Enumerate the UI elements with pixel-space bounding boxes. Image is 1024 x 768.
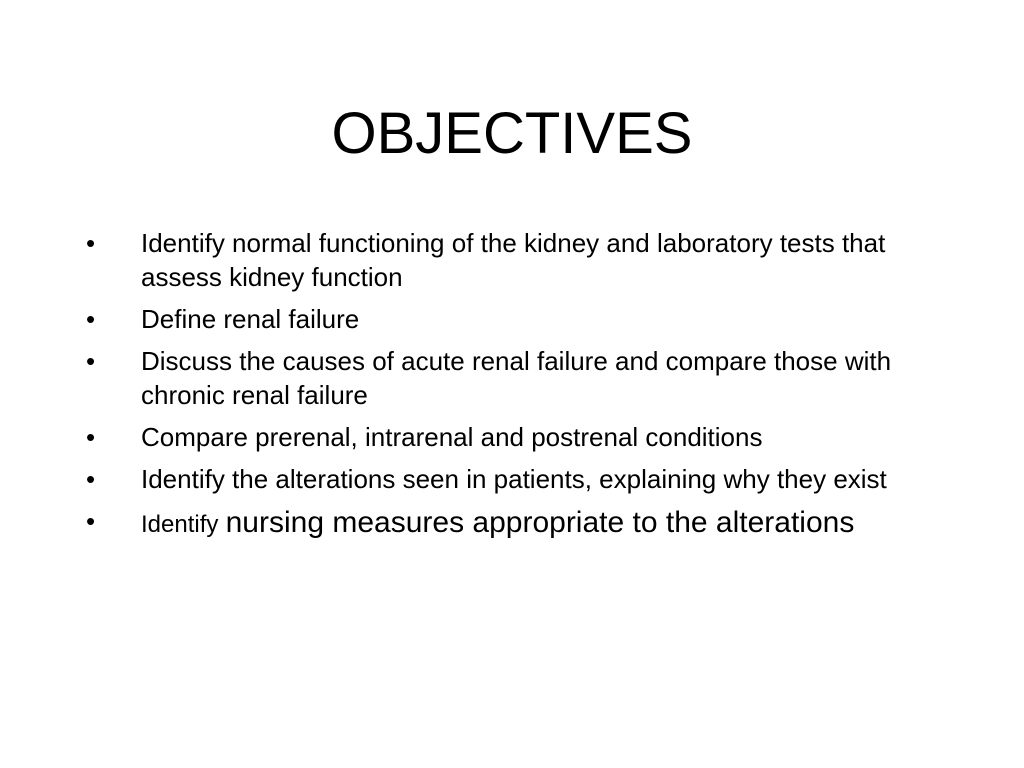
objective-item-4	[86, 420, 926, 454]
bullet-icon: •	[86, 422, 96, 452]
objective-text-3: Discuss the causes of acute renal failure and compare those with chronic renal failure	[141, 346, 892, 410]
bullet-icon: •	[86, 346, 96, 376]
objective-item-6	[86, 504, 926, 542]
objective-item-1	[86, 226, 926, 294]
objective-item-3	[86, 344, 926, 412]
bullet-icon: •	[86, 506, 96, 536]
objective-text-2: Define renal failure	[141, 304, 360, 334]
bullet-icon: •	[86, 304, 96, 334]
objective-text-5: Identify the alterations seen in patients, explaining why they exist	[141, 464, 887, 494]
bullet-icon: •	[86, 228, 96, 258]
objectives-list	[86, 226, 926, 550]
objective-item-2	[86, 302, 926, 336]
objective-text-4: Compare prerenal, intrarenal and postrenal conditions	[141, 422, 763, 452]
bullet-icon: •	[86, 464, 96, 494]
objective-item-5	[86, 462, 926, 496]
objective-text-1: Identify normal functioning of the kidney and laboratory tests that assess kidney function	[141, 228, 886, 292]
objective-prefix-6: Identify	[141, 511, 219, 538]
slide-title: OBJECTIVES	[331, 101, 693, 166]
objective-text-6: nursing measures appropriate to the alterations	[225, 506, 855, 539]
